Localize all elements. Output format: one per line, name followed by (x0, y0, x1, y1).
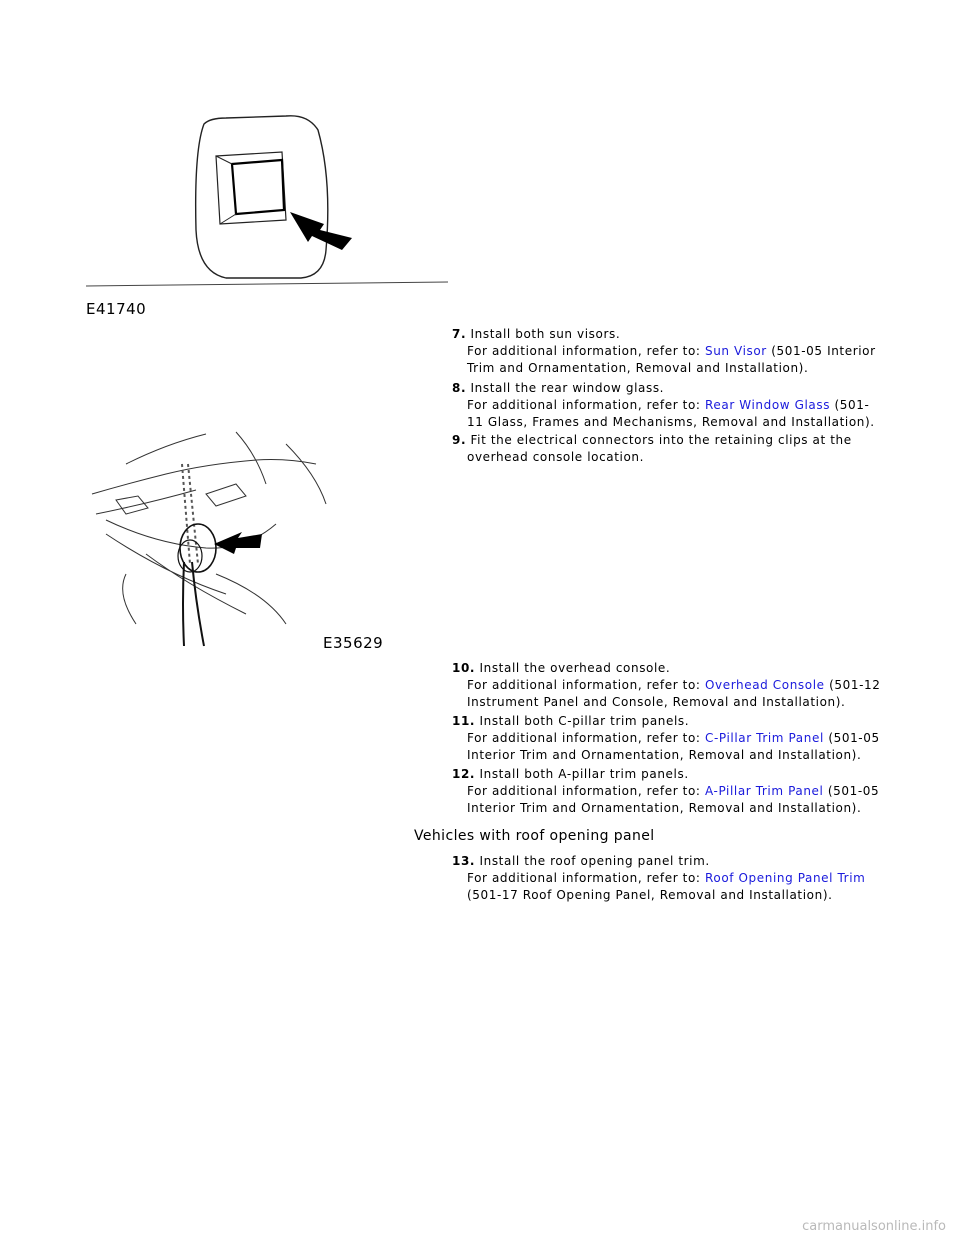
step-title: Install the roof opening panel trim. (479, 854, 710, 868)
step-title: Install both C-pillar trim panels. (479, 714, 690, 728)
link-overhead-console[interactable]: Overhead Console (704, 678, 825, 692)
step-13 (452, 853, 922, 904)
electrical-connector-illustration (86, 424, 386, 649)
step-number: 9. (452, 433, 467, 447)
sun-visor-clip-illustration (86, 110, 451, 300)
step-title: Install both sun visors. (470, 327, 621, 341)
reference-suffix: (501-05 (827, 784, 880, 798)
reference-continued: 11 Glass, Frames and Mechanisms, Removal and Installation). (467, 415, 875, 429)
link-roof-opening-panel-trim[interactable]: Roof Opening Panel Trim (704, 871, 866, 885)
reference-continued: Instrument Panel and Console, Removal and Installation). (467, 695, 846, 709)
step-number: 13. (452, 854, 476, 868)
step-title-continued: overhead console location. (467, 450, 645, 464)
reference-suffix: (501-05 Interior (771, 344, 876, 358)
reference-continued: (501-17 Roof Opening Panel, Removal and Installation). (467, 888, 833, 902)
link-c-pillar-trim-panel[interactable]: C-Pillar Trim Panel (704, 731, 824, 745)
step-title: Install the rear window glass. (470, 381, 665, 395)
step-10 (452, 660, 922, 711)
step-number: 7. (452, 327, 467, 341)
reference-continued: Trim and Ornamentation, Removal and Installation). (467, 361, 809, 375)
step-number: 12. (452, 767, 476, 781)
link-a-pillar-trim-panel[interactable]: A-Pillar Trim Panel (704, 784, 824, 798)
reference-continued: Interior Trim and Ornamentation, Removal and Installation). (467, 748, 862, 762)
step-11 (452, 713, 922, 764)
step-number: 10. (452, 661, 476, 675)
step-12 (452, 766, 922, 817)
step-title: Install both A-pillar trim panels. (479, 767, 689, 781)
link-sun-visor[interactable]: Sun Visor (704, 344, 767, 358)
reference-prefix: For additional information, refer to: (467, 731, 701, 745)
link-rear-window-glass[interactable]: Rear Window Glass (704, 398, 831, 412)
step-number: 11. (452, 714, 476, 728)
reference-suffix: (501- (834, 398, 870, 412)
reference-prefix: For additional information, refer to: (467, 398, 701, 412)
reference-prefix: For additional information, refer to: (467, 871, 701, 885)
reference-prefix: For additional information, refer to: (467, 344, 701, 358)
reference-suffix: (501-12 (829, 678, 881, 692)
site-watermark: carmanualsonline.info (802, 1219, 946, 1234)
step-9 (452, 432, 922, 466)
figure-electrical-connector (86, 424, 386, 652)
step-7 (452, 326, 922, 377)
section-heading: Vehicles with roof opening panel (414, 828, 655, 844)
reference-prefix: For additional information, refer to: (467, 678, 701, 692)
figure-sun-visor-clip (86, 110, 451, 318)
reference-suffix: (501-05 (828, 731, 880, 745)
figure-label: E41740 (86, 300, 147, 318)
step-8 (452, 380, 922, 431)
step-title: Install the overhead console. (479, 661, 671, 675)
reference-prefix: For additional information, refer to: (467, 784, 701, 798)
figure-label: E35629 (323, 634, 384, 652)
step-title: Fit the electrical connectors into the retaining clips at the (470, 433, 852, 447)
reference-continued: Interior Trim and Ornamentation, Removal and Installation). (467, 801, 862, 815)
step-number: 8. (452, 381, 467, 395)
